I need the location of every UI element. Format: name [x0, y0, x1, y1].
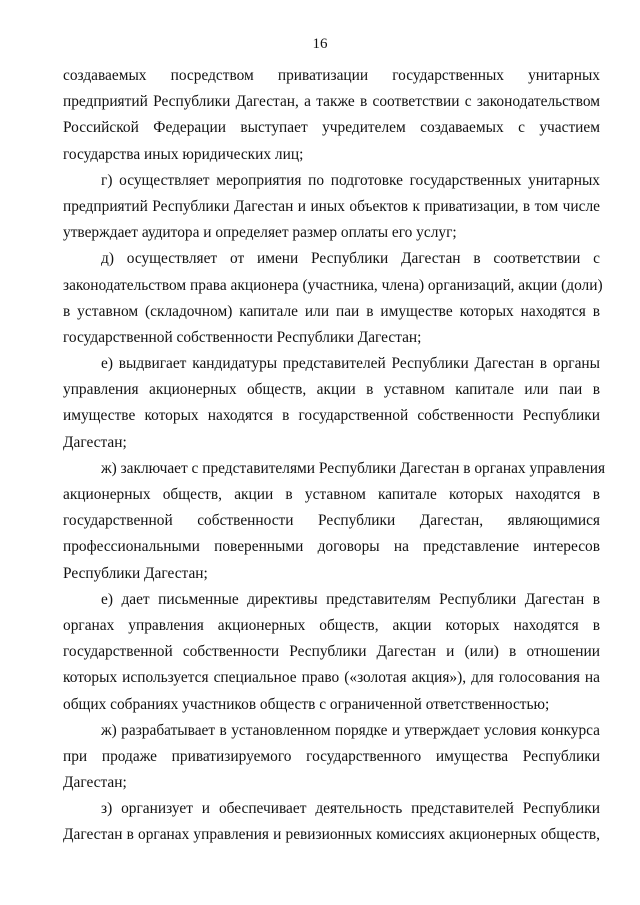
page-number: 16 — [312, 36, 328, 52]
text-line: е) дает письменные директивы представителям Республики Дагестан в — [101, 590, 600, 608]
text-line: Дагестан; — [63, 433, 127, 451]
text-line: Республики Дагестан; — [63, 564, 208, 582]
text-line: государства иных юридических лиц; — [63, 145, 304, 163]
paragraph-zh1 — [63, 456, 606, 587]
paragraph-zh2 — [63, 718, 600, 797]
paragraph-e2 — [63, 587, 600, 718]
text-line: управления акционерных обществ, акции в уставном капитале или паи в — [63, 381, 600, 399]
paragraph-g — [63, 168, 600, 247]
paragraph-e1 — [63, 351, 600, 456]
text-line: государственной собственности Республики Дагестан и (или) в отношении — [63, 643, 600, 661]
text-line: профессиональными поверенными договоры на представление интересов — [63, 538, 600, 556]
text-line: органах управления акционерных обществ, акции которых находятся в — [63, 616, 600, 634]
paragraph-intro — [63, 63, 600, 168]
text-line: утверждает аудитора и определяет размер оплаты его услуг; — [63, 224, 457, 242]
text-line: ж) разрабатывает в установленном порядке и утверждает условия конкурса — [101, 721, 600, 739]
text-line: ж) заключает с представителями Республики Дагестан в органах управления — [101, 459, 606, 477]
document-body — [63, 63, 606, 849]
text-line: Российской Федерации выступает учредителем создаваемых с участием — [63, 119, 600, 137]
text-line: Дагестан в органах управления и ревизионных комиссиях акционерных обществ, — [63, 826, 600, 844]
text-line: имуществе которых находятся в государственной собственности Республики — [63, 407, 600, 425]
text-line: Дагестан; — [63, 774, 127, 792]
text-line: е) выдвигает кандидатуры представителей Республики Дагестан в органы — [101, 355, 600, 373]
text-line: предприятий Республики Дагестан и иных объектов к приватизации, в том числе — [63, 197, 600, 215]
text-line: з) организует и обеспечивает деятельность представителей Республики — [101, 800, 600, 818]
text-line: общих собраниях участников обществ с ограниченной ответственностью; — [63, 695, 550, 713]
paragraph-d — [63, 246, 603, 351]
text-line: д) осуществляет от имени Республики Дагестан в соответствии с — [101, 250, 600, 268]
text-line: в уставном (складочном) капитале или паи в имуществе которых находятся в — [63, 302, 600, 320]
text-line: г) осуществляет мероприятия по подготовке государственных унитарных — [101, 171, 600, 189]
text-line: государственной собственности Республики Дагестан; — [63, 328, 422, 346]
text-line: создаваемых посредством приватизации государственных унитарных — [63, 67, 600, 84]
text-line: которых используется специальное право («золотая акция»), для голосования на — [63, 669, 600, 687]
text-line: при продаже приватизируемого государственного имущества Республики — [63, 747, 600, 765]
text-line: государственной собственности Республики Дагестан, являющимися — [63, 512, 600, 530]
text-line: акционерных обществ, акции в уставном капитале которых находятся в — [63, 486, 600, 503]
paragraph-z — [63, 796, 600, 848]
text-line: законодательством права акционера (участника, члена) организаций, акции (доли) — [63, 276, 603, 294]
text-line: предприятий Республики Дагестан, а также в соответствии с законодательством — [63, 93, 600, 111]
